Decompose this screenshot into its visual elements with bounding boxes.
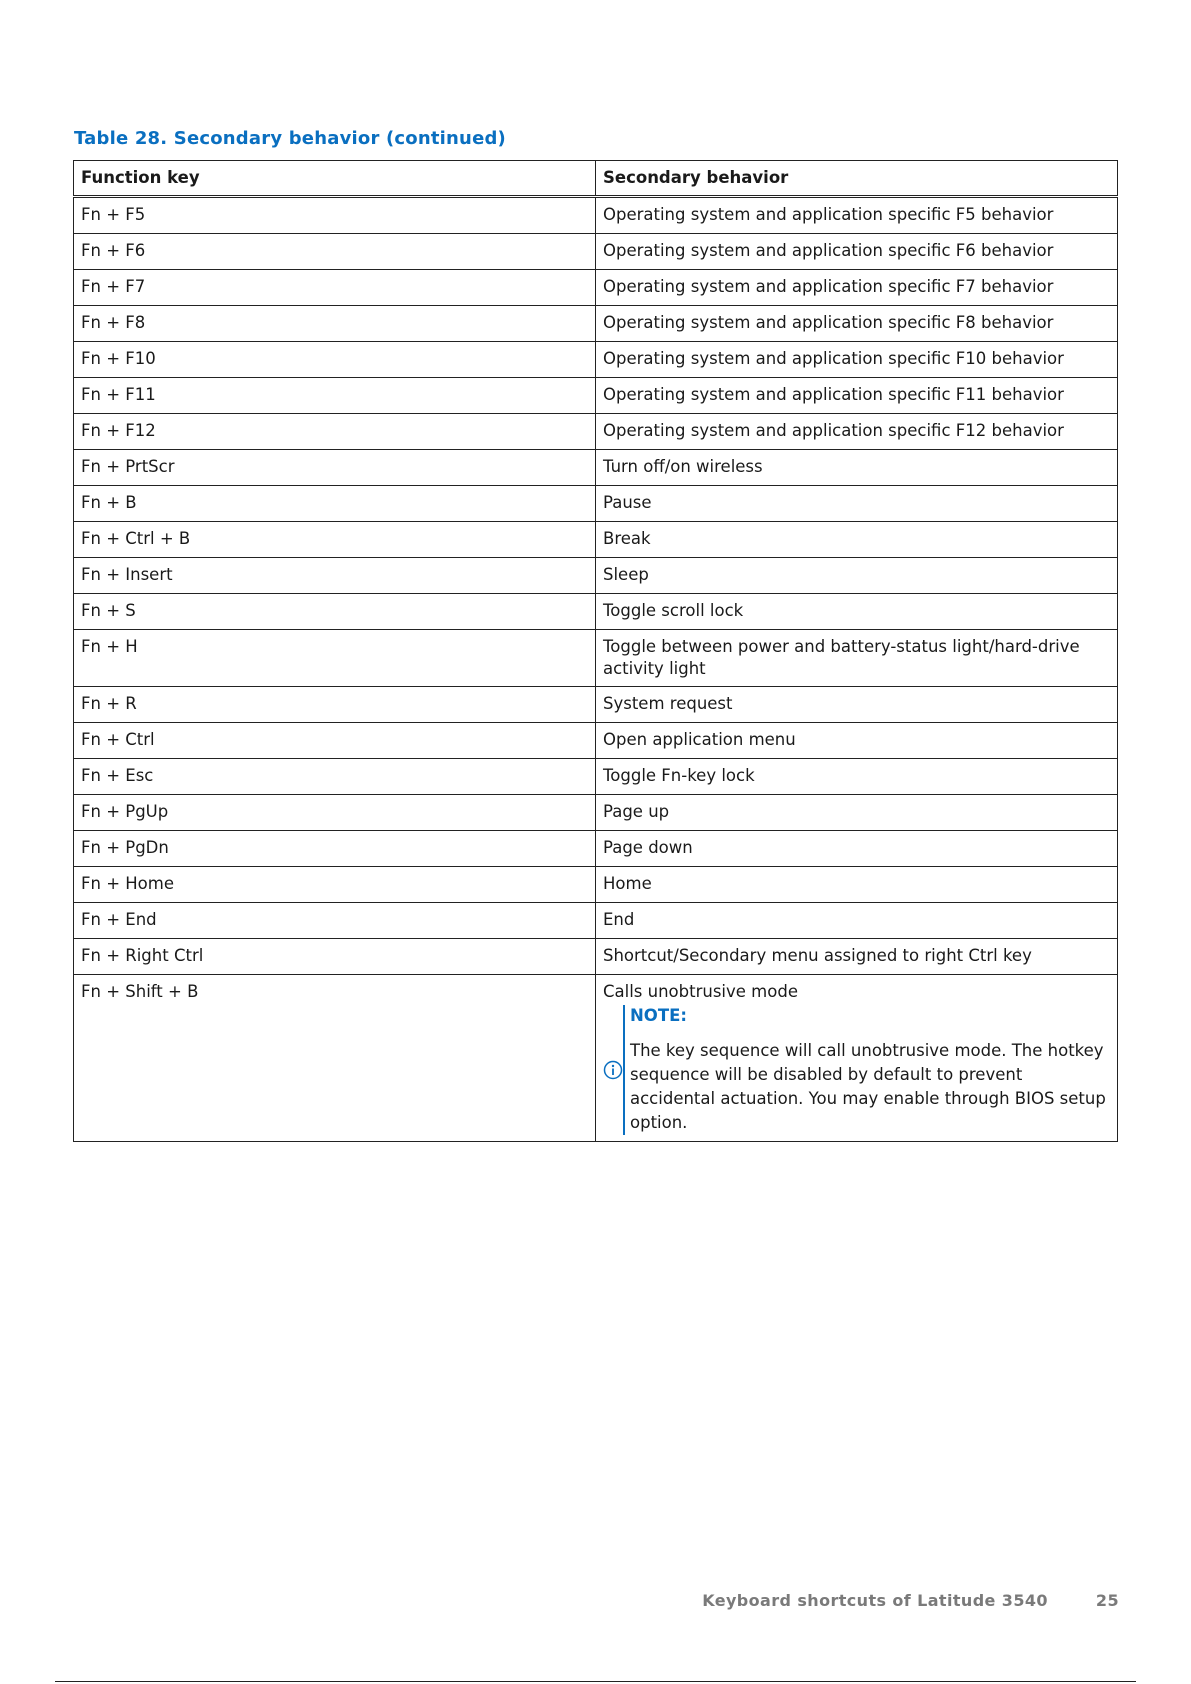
table-row [74, 234, 1118, 270]
secondary-behavior-table [73, 160, 1118, 1142]
note-box [603, 1005, 1111, 1135]
secondary-behavior-cell: Open application menu [596, 723, 1118, 759]
table-caption: Table 28. Secondary behavior (continued) [74, 128, 506, 149]
table-row [74, 414, 1118, 450]
function-key-cell: Fn + F5 [74, 197, 596, 234]
table-row [74, 723, 1118, 759]
behavior-text: Calls unobtrusive mode [603, 982, 798, 1001]
table-row [74, 867, 1118, 903]
function-key-cell: Fn + F11 [74, 378, 596, 414]
secondary-behavior-cell: Toggle scroll lock [596, 594, 1118, 630]
bottom-rule [55, 1681, 1136, 1682]
secondary-behavior-cell: Page up [596, 795, 1118, 831]
table-header-row [74, 161, 1118, 197]
secondary-behavior-cell: Sleep [596, 558, 1118, 594]
secondary-behavior-cell [596, 975, 1118, 1142]
function-key-cell: Fn + PrtScr [74, 450, 596, 486]
secondary-behavior-cell: Operating system and application specific F8 behavior [596, 306, 1118, 342]
table-row [74, 378, 1118, 414]
table-row [74, 486, 1118, 522]
function-key-cell: Fn + F7 [74, 270, 596, 306]
table-row [74, 558, 1118, 594]
secondary-behavior-cell: Operating system and application specific F7 behavior [596, 270, 1118, 306]
table-row [74, 903, 1118, 939]
function-key-cell: Fn + H [74, 630, 596, 687]
table-row [74, 759, 1118, 795]
function-key-cell: Fn + PgUp [74, 795, 596, 831]
secondary-behavior-cell: Operating system and application specific F10 behavior [596, 342, 1118, 378]
table-row [74, 795, 1118, 831]
secondary-behavior-cell: Pause [596, 486, 1118, 522]
function-key-cell: Fn + Ctrl + B [74, 522, 596, 558]
table-row [74, 306, 1118, 342]
secondary-behavior-cell: Break [596, 522, 1118, 558]
column-header-function-key: Function key [74, 161, 596, 197]
secondary-behavior-cell: System request [596, 687, 1118, 723]
note-label: NOTE: [630, 1006, 687, 1025]
function-key-cell: Fn + PgDn [74, 831, 596, 867]
function-key-cell: Fn + End [74, 903, 596, 939]
function-key-cell: Fn + F12 [74, 414, 596, 450]
footer-section-title: Keyboard shortcuts of Latitude 3540 [702, 1591, 1048, 1610]
secondary-behavior-cell: Operating system and application specific F11 behavior [596, 378, 1118, 414]
function-key-cell: Fn + Esc [74, 759, 596, 795]
secondary-behavior-cell: Toggle Fn-key lock [596, 759, 1118, 795]
function-key-cell: Fn + R [74, 687, 596, 723]
secondary-behavior-cell: Operating system and application specific F6 behavior [596, 234, 1118, 270]
function-key-cell: Fn + Right Ctrl [74, 939, 596, 975]
secondary-behavior-cell: Operating system and application specific F5 behavior [596, 197, 1118, 234]
function-key-cell: Fn + F6 [74, 234, 596, 270]
table-row [74, 975, 1118, 1142]
column-header-secondary-behavior: Secondary behavior [596, 161, 1118, 197]
table-row [74, 522, 1118, 558]
table-row [74, 197, 1118, 234]
page-number: 25 [1095, 1591, 1119, 1610]
function-key-cell: Fn + Ctrl [74, 723, 596, 759]
secondary-behavior-cell: Toggle between power and battery-status light/hard-drive activity light [596, 630, 1118, 687]
table-row [74, 630, 1118, 687]
function-key-cell: Fn + B [74, 486, 596, 522]
secondary-behavior-cell: Operating system and application specific F12 behavior [596, 414, 1118, 450]
info-circle-icon [603, 1005, 623, 1135]
table-row [74, 687, 1118, 723]
table-row [74, 831, 1118, 867]
function-key-cell: Fn + S [74, 594, 596, 630]
table-row [74, 594, 1118, 630]
function-key-cell: Fn + Shift + B [74, 975, 596, 1142]
secondary-behavior-cell: Turn off/on wireless [596, 450, 1118, 486]
table-row [74, 270, 1118, 306]
secondary-behavior-cell: Shortcut/Secondary menu assigned to right Ctrl key [596, 939, 1118, 975]
function-key-cell: Fn + F10 [74, 342, 596, 378]
table-row [74, 342, 1118, 378]
function-key-cell: Fn + Home [74, 867, 596, 903]
secondary-behavior-cell: End [596, 903, 1118, 939]
table-row [74, 450, 1118, 486]
secondary-behavior-cell: Home [596, 867, 1118, 903]
secondary-behavior-cell: Page down [596, 831, 1118, 867]
note-text: The key sequence will call unobtrusive mode. The hotkey sequence will be disabled by default to prevent accidental actuation. You may enable through BIOS setup option. [630, 1041, 1106, 1132]
table-row [74, 939, 1118, 975]
page-footer [600, 1591, 1119, 1610]
function-key-cell: Fn + F8 [74, 306, 596, 342]
function-key-cell: Fn + Insert [74, 558, 596, 594]
